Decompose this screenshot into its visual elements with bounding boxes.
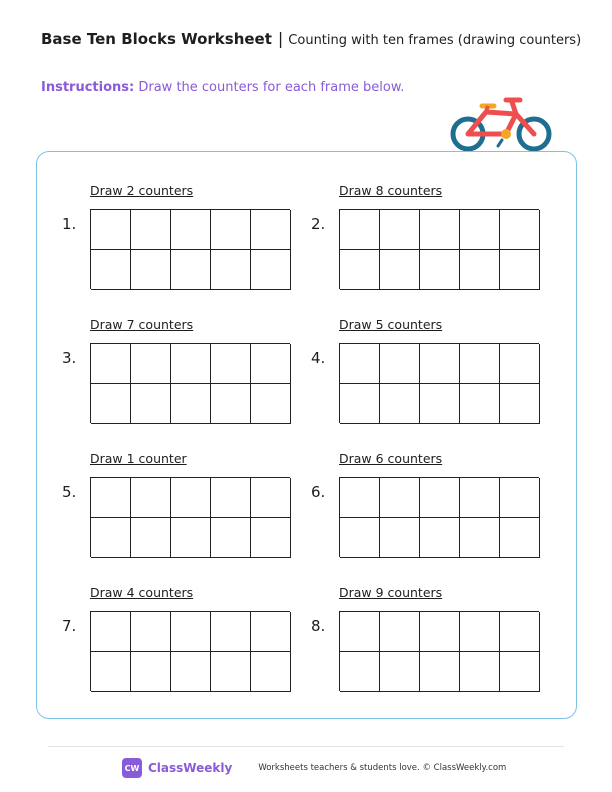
problem-prompt: Draw 2 counters — [90, 183, 194, 198]
bicycle-icon — [446, 92, 556, 158]
ten-frame-cell[interactable] — [460, 344, 500, 384]
ten-frame-cell[interactable] — [380, 518, 420, 558]
problem-8 — [286, 585, 496, 685]
ten-frame-cell[interactable] — [460, 210, 500, 250]
footer — [122, 758, 506, 778]
ten-frame-cell[interactable] — [380, 652, 420, 692]
ten-frame-cell[interactable] — [171, 250, 211, 290]
problem-number: 2. — [311, 215, 326, 233]
worksheet-title: Base Ten Blocks Worksheet — [41, 30, 272, 48]
problem-number: 3. — [62, 349, 77, 367]
ten-frame-cell[interactable] — [211, 210, 251, 250]
ten-frame-cell[interactable] — [251, 250, 291, 290]
problem-6 — [286, 451, 496, 551]
ten-frame-cell[interactable] — [340, 478, 380, 518]
ten-frame-cell[interactable] — [380, 612, 420, 652]
ten-frame-cell[interactable] — [171, 210, 211, 250]
ten-frame-cell[interactable] — [340, 344, 380, 384]
ten-frame-cell[interactable] — [460, 384, 500, 424]
problem-1 — [37, 183, 247, 283]
problem-prompt: Draw 9 counters — [339, 585, 443, 600]
problem-4 — [286, 317, 496, 417]
problem-number: 5. — [62, 483, 77, 501]
ten-frame[interactable] — [90, 611, 290, 691]
ten-frame-cell[interactable] — [211, 518, 251, 558]
ten-frame-cell[interactable] — [91, 478, 131, 518]
ten-frame-cell[interactable] — [131, 384, 171, 424]
problem-prompt: Draw 7 counters — [90, 317, 194, 332]
ten-frame-cell[interactable] — [460, 612, 500, 652]
ten-frame-cell[interactable] — [251, 210, 291, 250]
ten-frame-cell[interactable] — [340, 250, 380, 290]
brand-name: ClassWeekly — [148, 761, 233, 775]
ten-frame-cell[interactable] — [211, 612, 251, 652]
worksheet-header — [41, 29, 581, 48]
ten-frame-cell[interactable] — [340, 652, 380, 692]
problem-3 — [37, 317, 247, 417]
ten-frame[interactable] — [90, 209, 290, 289]
ten-frame[interactable] — [339, 209, 539, 289]
ten-frame-cell[interactable] — [211, 250, 251, 290]
ten-frame[interactable] — [90, 477, 290, 557]
ten-frame-cell[interactable] — [91, 384, 131, 424]
classweekly-logo-icon: CW — [122, 758, 142, 778]
ten-frame-cell[interactable] — [171, 384, 211, 424]
ten-frame-cell[interactable] — [171, 612, 211, 652]
ten-frame-cell[interactable] — [251, 344, 291, 384]
ten-frame-cell[interactable] — [500, 612, 540, 652]
problem-number: 7. — [62, 617, 77, 635]
ten-frame-cell[interactable] — [420, 652, 460, 692]
problem-prompt: Draw 1 counter — [90, 451, 187, 466]
ten-frame-cell[interactable] — [460, 652, 500, 692]
ten-frame-cell[interactable] — [500, 478, 540, 518]
ten-frame-cell[interactable] — [420, 250, 460, 290]
ten-frame-cell[interactable] — [460, 250, 500, 290]
ten-frame-cell[interactable] — [251, 652, 291, 692]
problem-prompt: Draw 6 counters — [339, 451, 443, 466]
ten-frame-cell[interactable] — [500, 250, 540, 290]
ten-frame[interactable] — [339, 343, 539, 423]
ten-frame-cell[interactable] — [420, 384, 460, 424]
instructions-label: Instructions: — [41, 80, 135, 95]
ten-frame-cell[interactable] — [500, 518, 540, 558]
ten-frame-cell[interactable] — [171, 478, 211, 518]
ten-frame-cell[interactable] — [340, 518, 380, 558]
ten-frame-cell[interactable] — [171, 518, 211, 558]
ten-frame-cell[interactable] — [251, 478, 291, 518]
ten-frame-cell[interactable] — [340, 612, 380, 652]
ten-frame-cell[interactable] — [420, 612, 460, 652]
ten-frame-cell[interactable] — [460, 518, 500, 558]
ten-frame[interactable] — [90, 343, 290, 423]
ten-frame-cell[interactable] — [420, 210, 460, 250]
ten-frame-cell[interactable] — [340, 384, 380, 424]
ten-frame-cell[interactable] — [500, 344, 540, 384]
ten-frame-cell[interactable] — [91, 518, 131, 558]
problem-number: 1. — [62, 215, 77, 233]
problem-7 — [37, 585, 247, 685]
problem-2 — [286, 183, 496, 283]
worksheet-subtitle: Counting with ten frames (drawing counters) — [288, 33, 582, 48]
ten-frame-cell[interactable] — [91, 250, 131, 290]
footer-divider — [48, 746, 564, 747]
ten-frame-cell[interactable] — [500, 652, 540, 692]
ten-frame-cell[interactable] — [131, 250, 171, 290]
ten-frame-cell[interactable] — [131, 478, 171, 518]
ten-frame-cell[interactable] — [91, 344, 131, 384]
ten-frame-cell[interactable] — [91, 210, 131, 250]
footer-tagline: Worksheets teachers & students love. © ClassWeekly.com — [258, 763, 507, 773]
ten-frame-cell[interactable] — [380, 210, 420, 250]
problem-prompt: Draw 5 counters — [339, 317, 443, 332]
ten-frame-cell[interactable] — [91, 652, 131, 692]
ten-frame-cell[interactable] — [171, 344, 211, 384]
ten-frame-cell[interactable] — [131, 518, 171, 558]
ten-frame-cell[interactable] — [91, 612, 131, 652]
ten-frame-cell[interactable] — [211, 384, 251, 424]
ten-frame[interactable] — [339, 477, 539, 557]
ten-frame-cell[interactable] — [500, 210, 540, 250]
ten-frame-cell[interactable] — [131, 652, 171, 692]
problem-prompt: Draw 4 counters — [90, 585, 194, 600]
ten-frame-cell[interactable] — [211, 478, 251, 518]
ten-frame-cell[interactable] — [380, 250, 420, 290]
problem-number: 8. — [311, 617, 326, 635]
ten-frame-cell[interactable] — [131, 344, 171, 384]
problem-number: 4. — [311, 349, 326, 367]
instructions — [41, 80, 404, 95]
ten-frame-cell[interactable] — [251, 518, 291, 558]
ten-frame-cell[interactable] — [420, 478, 460, 518]
ten-frame-cell[interactable] — [211, 344, 251, 384]
ten-frame-cell[interactable] — [251, 612, 291, 652]
ten-frame[interactable] — [339, 611, 539, 691]
ten-frame-cell[interactable] — [340, 210, 380, 250]
ten-frame-cell[interactable] — [211, 652, 251, 692]
ten-frame-cell[interactable] — [500, 384, 540, 424]
problem-number: 6. — [311, 483, 326, 501]
ten-frame-cell[interactable] — [131, 612, 171, 652]
ten-frame-cell[interactable] — [251, 384, 291, 424]
problem-5 — [37, 451, 247, 551]
problem-prompt: Draw 8 counters — [339, 183, 443, 198]
ten-frame-cell[interactable] — [380, 384, 420, 424]
ten-frame-cell[interactable] — [460, 478, 500, 518]
instructions-text: Draw the counters for each frame below. — [138, 80, 405, 95]
ten-frame-cell[interactable] — [171, 652, 211, 692]
ten-frame-cell[interactable] — [420, 518, 460, 558]
ten-frame-cell[interactable] — [380, 478, 420, 518]
ten-frame-cell[interactable] — [420, 344, 460, 384]
title-separator: | — [277, 29, 284, 48]
ten-frame-cell[interactable] — [131, 210, 171, 250]
ten-frame-cell[interactable] — [380, 344, 420, 384]
